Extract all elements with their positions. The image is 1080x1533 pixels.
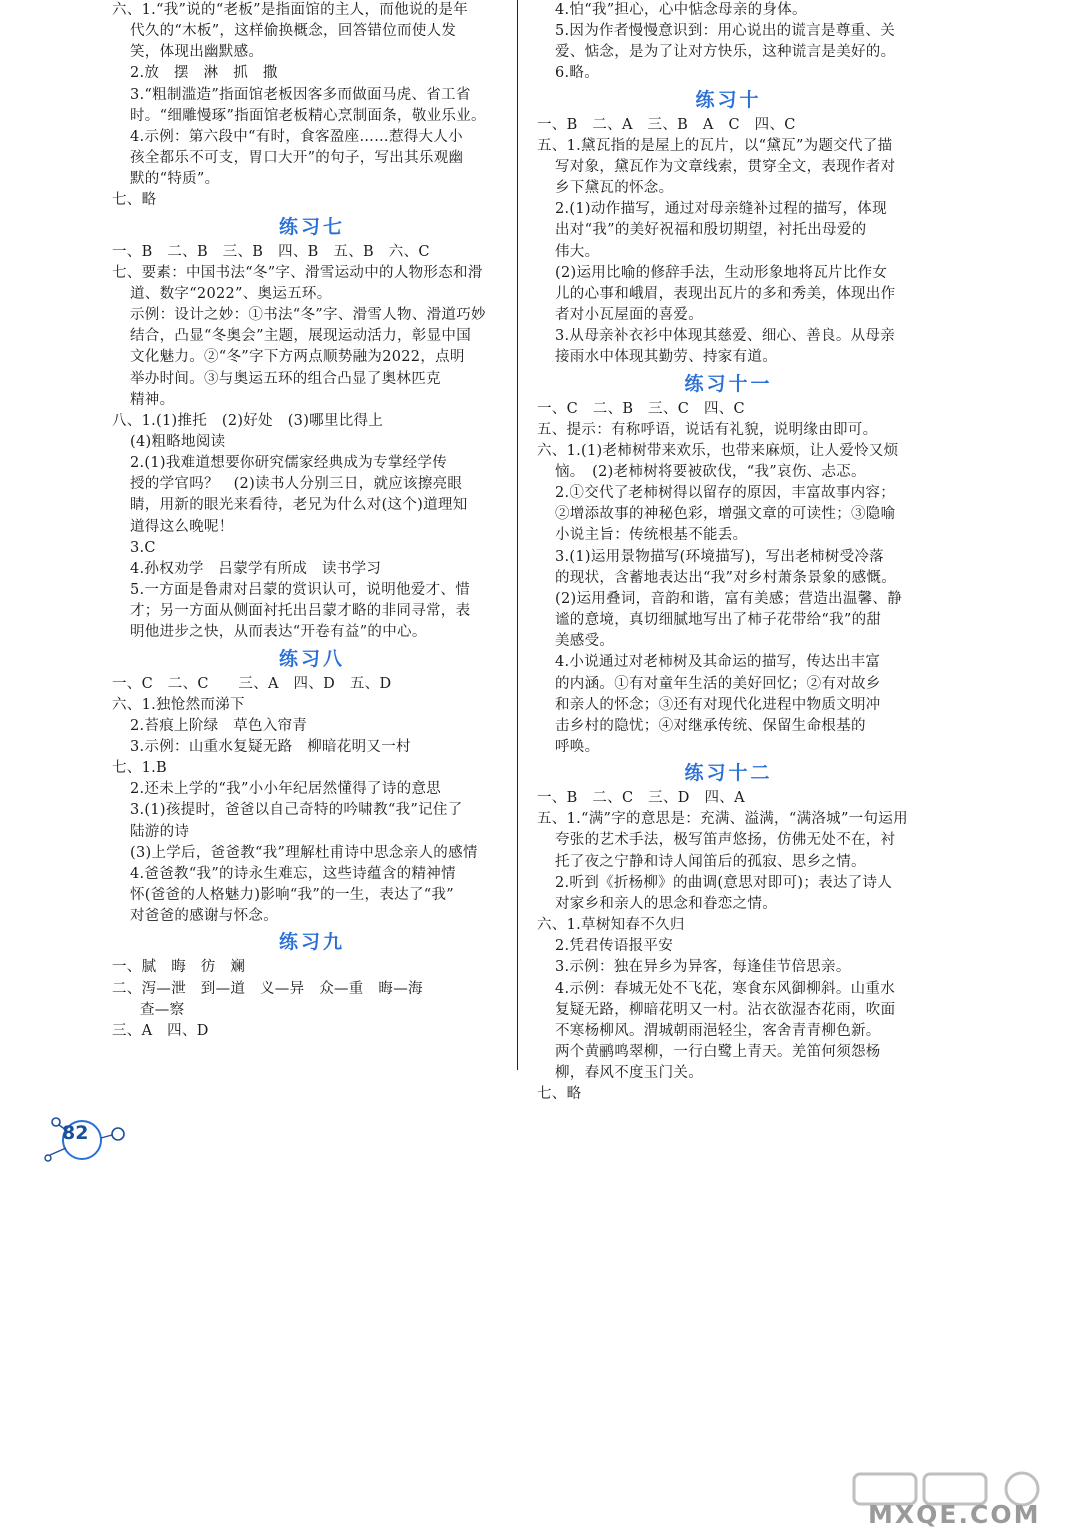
answer-line: 八、1.(1)推托 (2)好处 (3)哪里比得上 (112, 412, 384, 429)
left-column (112, 0, 512, 1042)
answer-line: 五、提示：有称呼语，说话有礼貌，说明缘由即可。 (537, 421, 878, 438)
answer-line: 七、1.B (112, 760, 167, 777)
answer-line: 2.①交代了老柿树得以留存的原因，丰富故事内容； (555, 485, 896, 502)
answer-line: 小说主旨：传统根基不能丢。 (555, 527, 748, 544)
answer-line: 授的学官吗？ (2)读书人分别三日，就应该擦亮眼 (130, 476, 463, 493)
answer-line: 3.C (130, 539, 156, 556)
answer-line: 一、B 二、B 三、B 四、B 五、B 六、C (112, 243, 430, 260)
answer-line: 明他进步之快，从而表达“开卷有益”的中心。 (130, 624, 427, 641)
answer-line: 不寒杨柳风。渭城朝雨浥轻尘，客舍青青柳色新。 (555, 1022, 881, 1039)
answer-line: 精神。 (130, 391, 175, 408)
answer-line: (2)运用叠词，音韵和谐，富有美感；营造出温馨、静 (555, 590, 903, 607)
section-heading: 练习十二 (684, 762, 773, 785)
answer-line: 2.听到《折杨柳》的曲调(意思对即可)；表达了诗人 (555, 874, 893, 891)
answer-line: 5.一方面是鲁肃对吕蒙的赏识认可，说明他爱才、惜 (130, 582, 471, 599)
answer-line: (2)运用比喻的修辞手法，生动形象地将瓦片比作女 (555, 264, 888, 281)
answer-line: 举办时间。③与奥运五环的组合凸显了奥林匹克 (130, 370, 441, 387)
answer-line: 七、要素：中国书法“冬”字、滑雪运动中的人物形态和滑 (112, 264, 483, 281)
answer-line: 文化魅力。②“冬”字下方两点顺势融为2022，点明 (130, 349, 465, 366)
page-number: 82 (62, 1122, 89, 1144)
answer-line: (4)粗略地阅读 (130, 433, 226, 450)
watermark-site-text: MXQE.COM (868, 1500, 1041, 1529)
answer-line: 者对小瓦屋面的喜爱。 (555, 307, 703, 324)
answer-line: 六、1.(1)老柿树带来欢乐，也带来麻烦，让人爱怜又烦 (537, 442, 899, 459)
answer-line: 对爸爸的感谢与怀念。 (130, 908, 278, 925)
section-heading: 练习十 (695, 88, 762, 111)
answer-line: 4.怕“我”担心，心中惦念母亲的身体。 (555, 2, 807, 18)
answer-line: 孩全都乐不可支，胃口大开”的句子，写出其乐观幽 (130, 150, 464, 167)
answer-line: 2.凭君传语报平安 (555, 938, 674, 955)
answer-line: 2.还未上学的“我”小小年纪居然懂得了诗的意思 (130, 781, 442, 798)
answer-line: 2.(1)动作描写，通过对母亲缝补过程的描写，体现 (555, 201, 887, 218)
answer-line: 笑，体现出幽默感。 (130, 44, 264, 61)
answer-line: 4.孙权劝学 吕蒙学有所成 读书学习 (130, 560, 382, 577)
answer-line: 6.略。 (555, 65, 600, 82)
answer-line: 托了夜之宁静和诗人闻笛后的孤寂、思乡之情。 (555, 853, 866, 870)
answer-line: 七、略 (112, 192, 157, 209)
answer-line: 道得这么晚呢！ (130, 518, 234, 535)
answer-line: 五、1.“满”字的意思是：充满、溢满，“满洛城”一句运用 (537, 811, 908, 828)
answer-line: 2.(1)我难道想要你研究儒家经典成为专掌经学传 (130, 455, 448, 472)
answer-line: 接雨水中体现其勤劳、持家有道。 (555, 349, 777, 366)
section-heading: 练习七 (278, 215, 345, 238)
answer-line: 爱、惦念，是为了让对方快乐，这种谎言是美好的。 (555, 44, 896, 61)
right-column (537, 0, 920, 1106)
answer-line: 4.爸爸教“我”的诗永生难忘，这些诗蕴含的精神情 (130, 865, 456, 882)
answer-line: 代久的“木板”，这样偷换概念，回答错位而使人发 (130, 23, 457, 40)
answer-line: 儿的心事和峨眉，表现出瓦片的多和秀美，体现出作 (555, 285, 896, 302)
answer-line: 写对象，黛瓦作为文章线索，贯穿全文，表现作者对 (555, 158, 896, 175)
section-heading: 练习八 (278, 647, 345, 670)
answer-line: 结合，凸显“冬奥会”主题，展现运动活力，彰显中国 (130, 328, 472, 345)
answer-line: 默的“特质”。 (130, 171, 220, 188)
answer-line: 睛，用新的眼光来看待，老兄为什么对(这个)道理知 (130, 497, 468, 514)
answer-line: 陆游的诗 (130, 823, 190, 840)
answer-line: 3.示例：山重水复疑无路 柳暗花明又一村 (130, 739, 411, 755)
answer-line: 复疑无路，柳暗花明又一村。沾衣欲湿杏花雨，吹面 (555, 1001, 896, 1018)
answer-line: 才；另一方面从侧面衬托出吕蒙才略的非同寻常，表 (130, 603, 471, 620)
answer-line: 六、1.独怆然而涕下 (112, 696, 245, 713)
answer-line: 六、1.草树知春不久归 (537, 917, 685, 934)
answer-line: 夸张的艺术手法，极写笛声悠扬，仿佛无处不在，衬 (555, 832, 896, 849)
answer-line: 五、1.黛瓦指的是屋上的瓦片，以“黛瓦”为题交代了描 (537, 137, 893, 154)
answer-line: 3.(1)孩提时，爸爸以自己奇特的吟啸教“我”记住了 (130, 802, 463, 819)
answer-line: 3.(1)运用景物描写(环境描写)，写出老柿树受冷落 (555, 548, 884, 565)
answer-line: 一、C 二、C 三、A 四、D 五、D (112, 675, 392, 692)
answer-line: 乡下黛瓦的怀念。 (555, 180, 674, 197)
answer-line: 一、C 二、B 三、C 四、C (537, 400, 745, 417)
answer-line: 3.“粗制滥造”指面馆老板因客多而做面马虎、省工省 (130, 86, 471, 103)
answer-line: 道、数字“2022”、奥运五环。 (130, 285, 332, 302)
column-divider (517, 0, 518, 1070)
answer-line: 对家乡和亲人的思念和眷恋之情。 (555, 895, 777, 912)
answer-line: 4.小说通过对老柿树及其命运的描写，传达出丰富 (555, 654, 881, 671)
answer-line: 击乡村的隐忧；④对继承传统、保留生命根基的 (555, 717, 866, 734)
answer-line: 谧的意境，真切细腻地写出了柿子花带给“我”的甜 (555, 612, 882, 629)
answer-line: 查—察 (140, 1001, 185, 1018)
answer-line: 美感受。 (555, 633, 615, 650)
answer-line: 示例：设计之妙：①书法“冬”字、滑雪人物、滑道巧妙 (130, 307, 486, 324)
answer-line: 伟大。 (555, 243, 600, 260)
section-heading: 练习十一 (684, 372, 773, 395)
answer-line: 2.苔痕上阶绿 草色入帘青 (130, 717, 308, 734)
answer-line: 5.因为作者慢慢意识到：用心说出的谎言是尊重、关 (555, 23, 896, 40)
answer-line: 的内涵。①有对童年生活的美好回忆；②有对故乡 (555, 675, 881, 692)
answer-line: 怀(爸爸的人格魅力)影响“我”的一生，表达了“我” (130, 887, 454, 904)
answer-line: 一、腻 晦 彷 斓 (112, 959, 246, 976)
answer-line: 六、1.“我”说的“老板”是指面馆的主人，而他说的是年 (112, 2, 469, 18)
answer-line: 一、B 二、A 三、B A C 四、C (537, 116, 796, 133)
answer-line: 一、B 二、C 三、D 四、A (537, 790, 745, 807)
answer-line: 呼唤。 (555, 739, 600, 755)
answer-line: 时。“细雕慢琢”指面馆老板精心烹制面条，敬业乐业。 (130, 107, 486, 124)
answer-line: 七、略 (537, 1086, 582, 1103)
answer-line: 和亲人的怀念；③还有对现代化进程中物质文明冲 (555, 696, 881, 713)
answer-line: 出对“我”的美好祝福和殷切期望，衬托出母爱的 (555, 222, 867, 239)
answer-line: 柳，春风不度玉门关。 (555, 1065, 703, 1082)
answer-line: 两个黄鹂鸣翠柳，一行白鹭上青天。羌笛何须怨杨 (555, 1044, 881, 1061)
answer-line: 3.从母亲补衣衫中体现其慈爱、细心、善良。从母亲 (555, 328, 896, 345)
answer-line: 4.示例：第六段中“有时，食客盈座……惹得大人小 (130, 128, 463, 145)
section-heading: 练习九 (278, 931, 345, 954)
answer-line: 二、泻—泄 到—道 义—异 众—重 晦—海 (112, 980, 423, 997)
answer-line: 2.放 摆 淋 抓 撒 (130, 65, 278, 82)
answer-line: 三、A 四、D (112, 1022, 209, 1039)
answer-line: 4.示例：春城无处不飞花，寒食东风御柳斜。山重水 (555, 980, 896, 997)
answer-line: ②增添故事的神秘色彩，增强文章的可读性；③隐喻 (555, 506, 896, 523)
answer-line: 恼。 (2)老柿树将要被砍伐，“我”哀伤、忐忑。 (555, 463, 866, 480)
answer-line: 3.示例：独在异乡为异客，每逢佳节倍思亲。 (555, 959, 851, 976)
answer-line: 的现状，含蓄地表达出“我”对乡村萧条景象的感慨。 (555, 569, 897, 586)
answer-line: (3)上学后，爸爸教“我”理解杜甫诗中思念亲人的感情 (130, 844, 478, 861)
